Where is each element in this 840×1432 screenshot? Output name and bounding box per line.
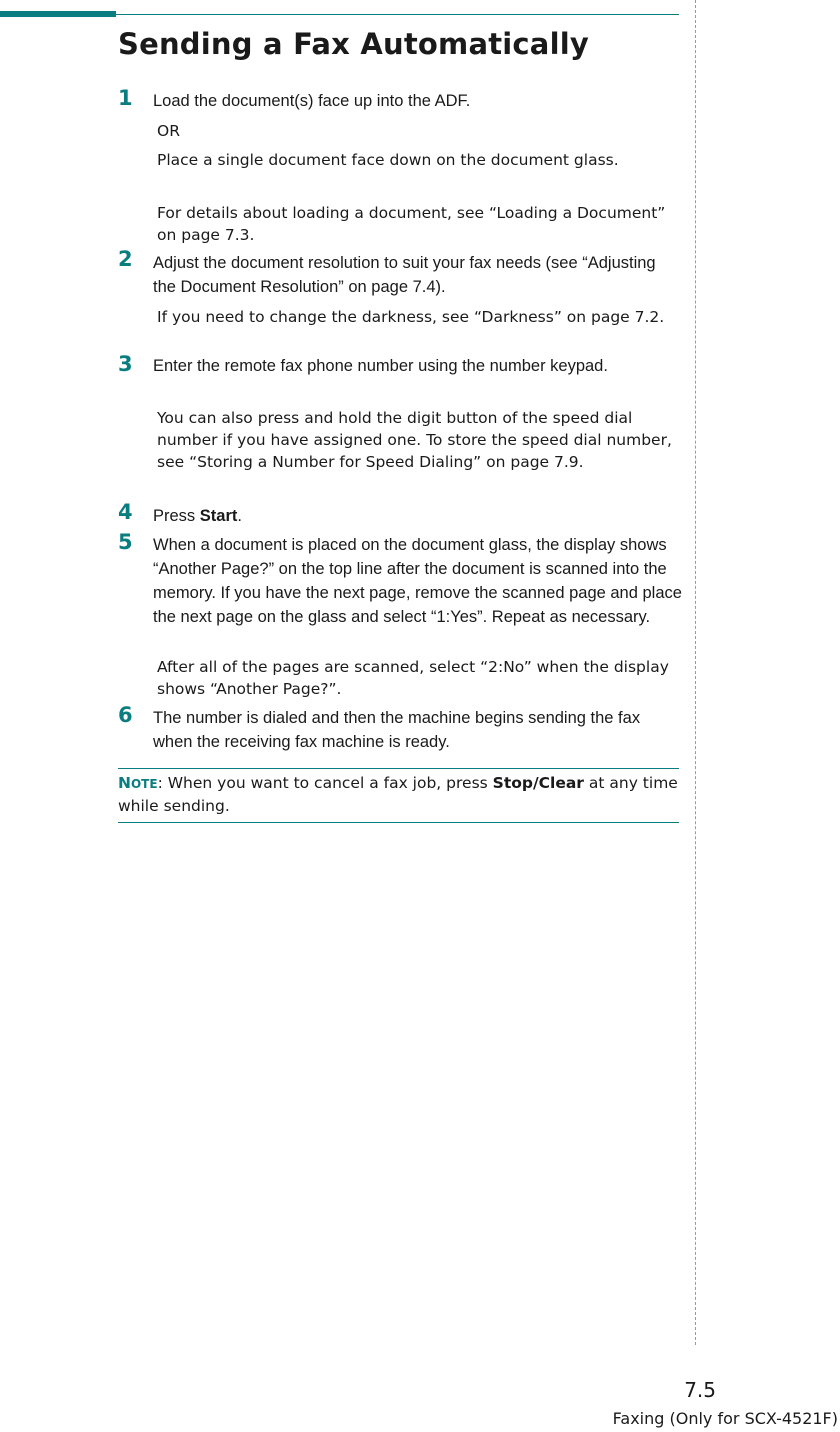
note-text-before: : When you want to cancel a fax job, press [157, 774, 493, 792]
page-title: Sending a Fax Automatically [118, 27, 589, 61]
step-5-note-another-page: After all of the pages are scanned, select “2:No” when the display shows “Another Page?”. [157, 658, 669, 698]
start-button-label: Start [199, 507, 238, 525]
step-3-note-speed-dial: You can also press and hold the digit button of the speed dial number if you have assigned one. To store the speed dial number, see “Storing a Number for Speed Dialing” on page 7.9. [157, 409, 672, 471]
margin-dashed-line [695, 0, 696, 1345]
stop-clear-button-label: Stop/Clear [492, 774, 584, 792]
step-1-note-details: For details about loading a document, see “Loading a Document” on page 7.3. [157, 204, 666, 244]
step-text-5: When a document is placed on the document glass, the display shows “Another Page?” on the top line after the document is scanned into the memory. If you have the next page, remove the scanned page and place the next page on the glass and select “1:Yes”. Repeat as necessary. [153, 536, 682, 626]
note-top-rule [118, 768, 679, 769]
section-name: Faxing (Only for SCX-4521F) [612, 1409, 838, 1428]
header-accent-bar [0, 11, 116, 17]
step-number-2: 2 [118, 247, 133, 271]
step-2-note-darkness: If you need to change the darkness, see “Darkness” on page 7.2. [157, 308, 665, 326]
step-number-3: 3 [118, 352, 133, 376]
step-4-prefix: Press [153, 507, 200, 525]
note-label [118, 774, 158, 792]
step-1-note-or: OR [157, 122, 180, 140]
step-text-6: The number is dialed and then the machine begins sending the fax when the receiving fax machine is ready. [153, 709, 641, 751]
step-text-2: Adjust the document resolution to suit your fax needs (see “Adjusting the Document Resolution” on page 7.4). [153, 254, 656, 296]
step-1-note-glass: Place a single document face down on the document glass. [157, 151, 619, 169]
note-label-rest: OTE [130, 777, 158, 791]
step-text-3: Enter the remote fax phone number using the number keypad. [153, 357, 608, 375]
page-number: 7.5 [684, 1378, 716, 1402]
note-label-initial: N [118, 774, 131, 792]
step-number-1: 1 [118, 86, 133, 110]
step-4-suffix: . [237, 507, 242, 525]
step-text-1: Load the document(s) face up into the ADF. [153, 92, 471, 110]
header-rule [116, 14, 679, 15]
note-text-after: at any time while sending. [118, 774, 678, 815]
note-bottom-rule [118, 822, 679, 823]
step-number-5: 5 [118, 530, 133, 554]
step-text-4 [153, 504, 683, 528]
note-box [118, 772, 680, 817]
step-number-4: 4 [118, 500, 133, 524]
step-number-6: 6 [118, 703, 133, 727]
